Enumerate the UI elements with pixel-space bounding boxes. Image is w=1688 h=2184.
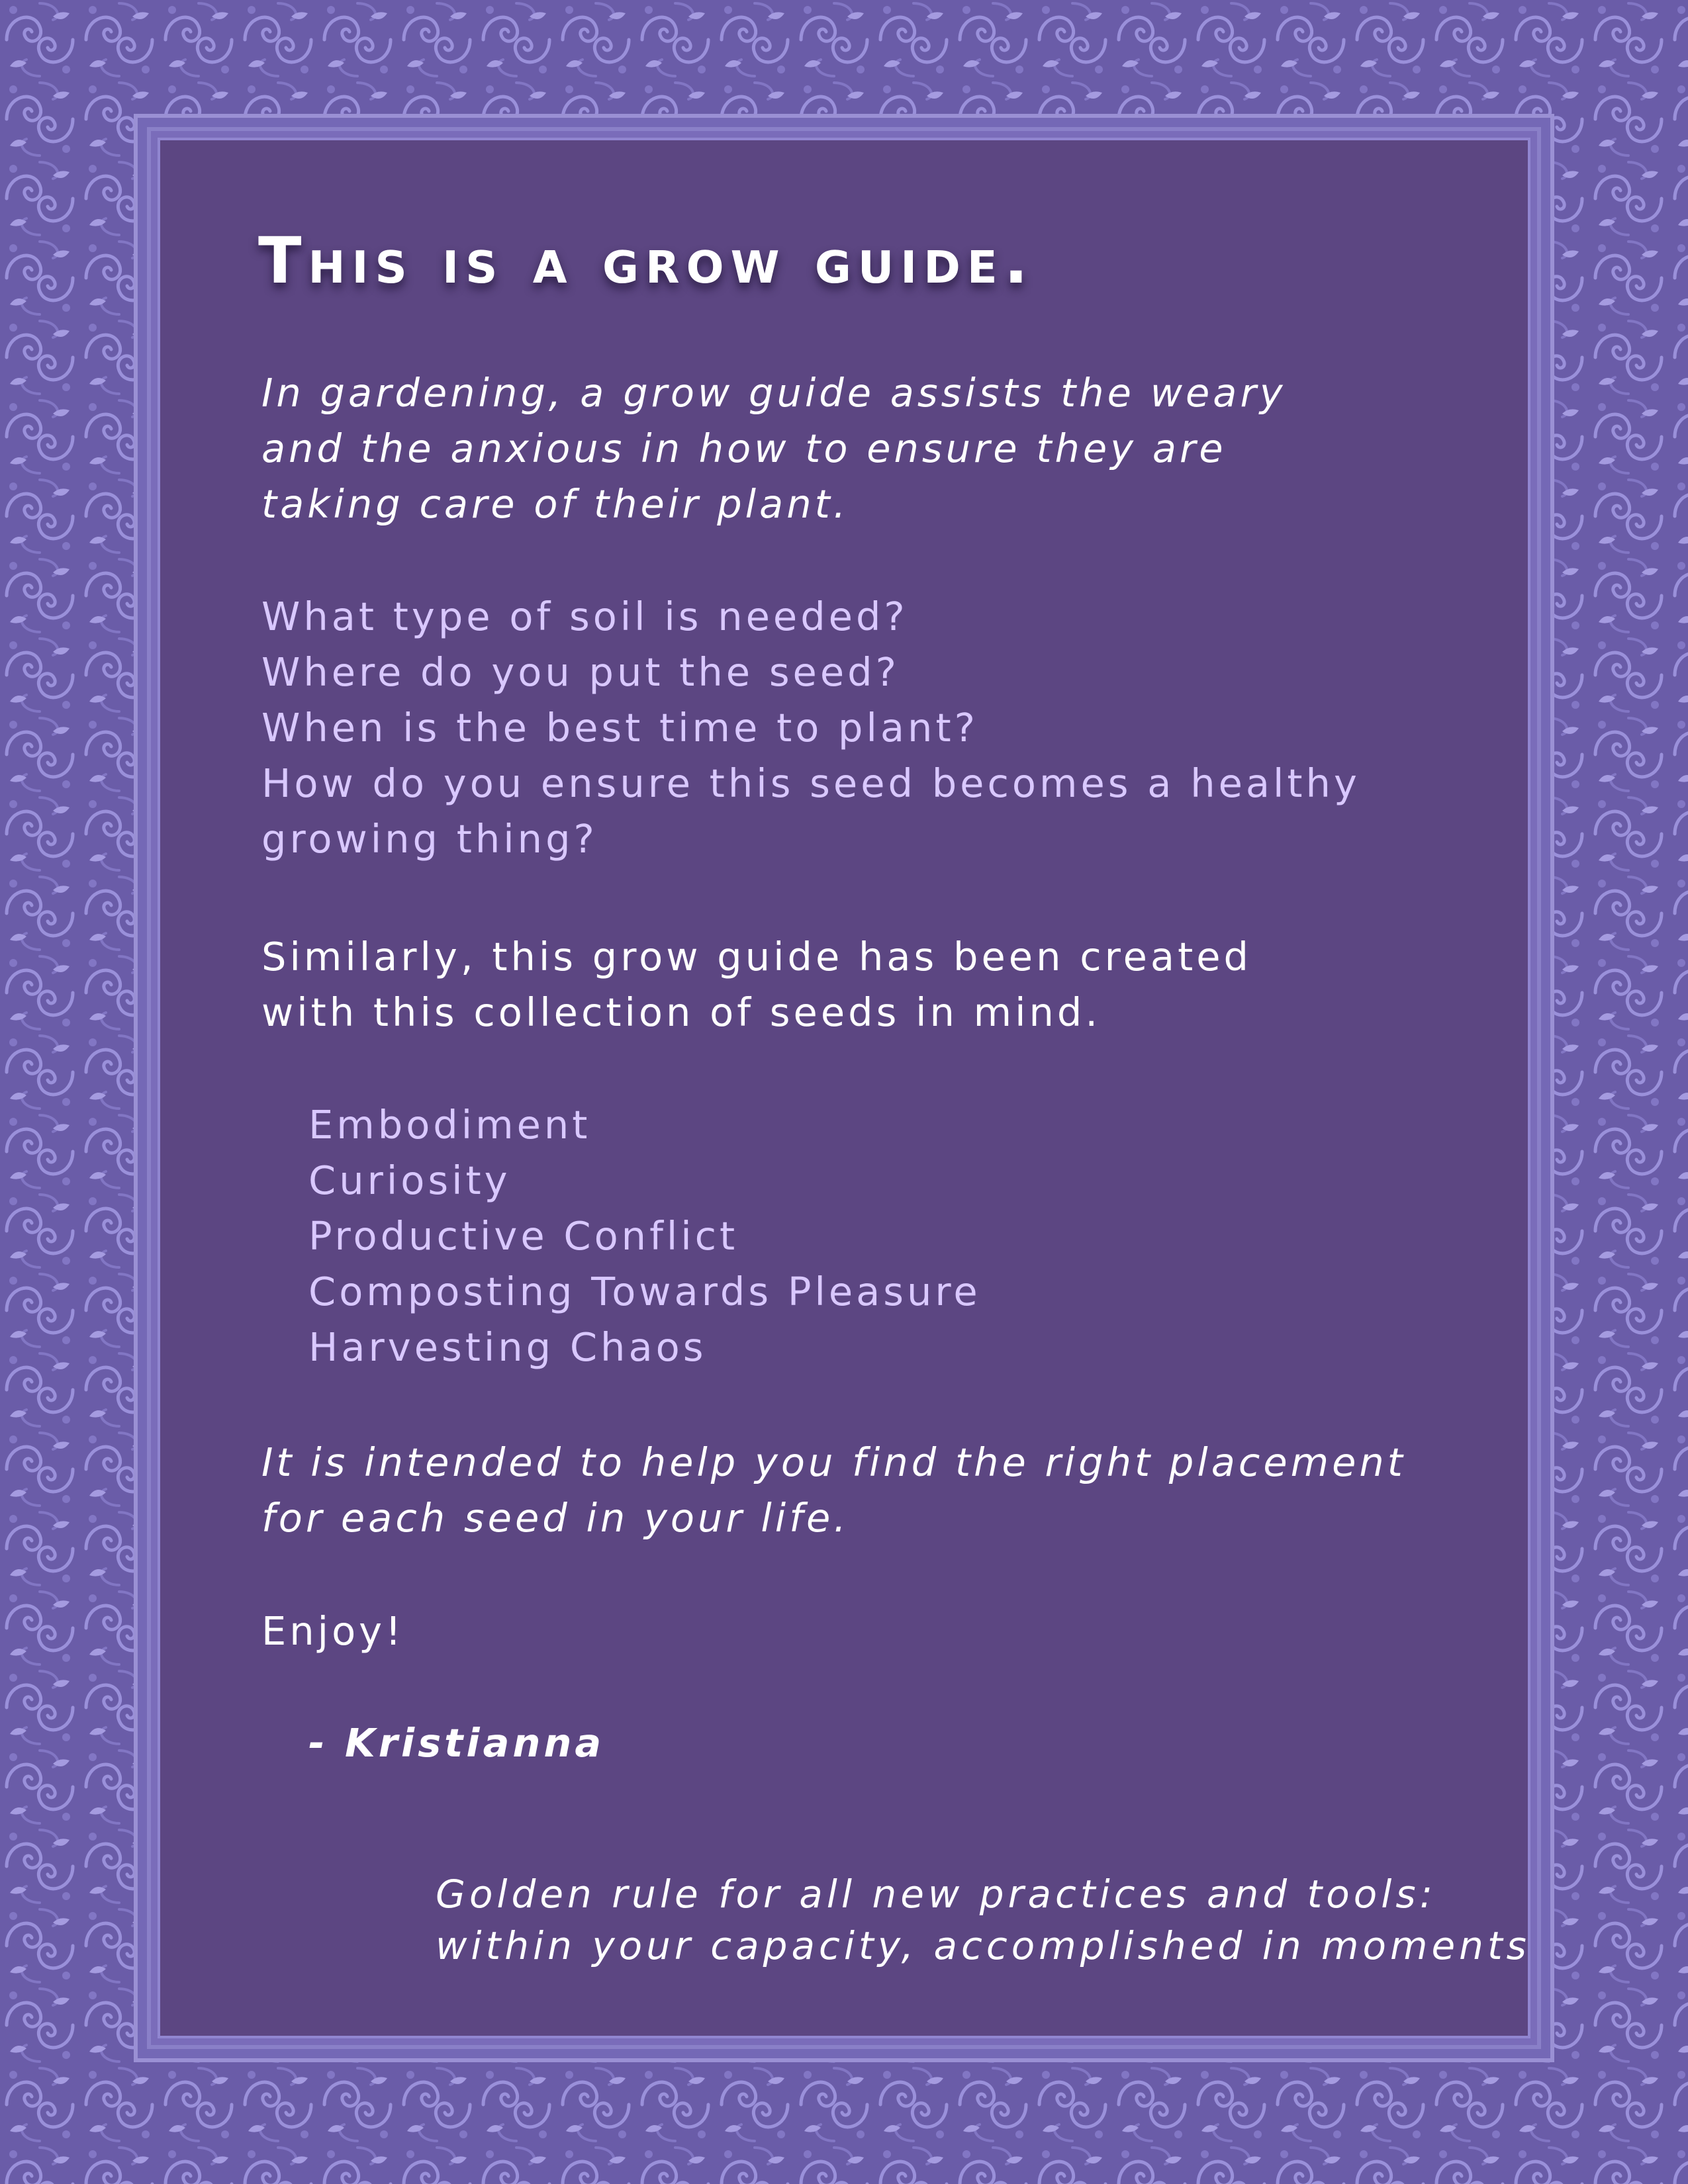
question-line: growing thing? (261, 816, 598, 862)
question-line: What type of soil is needed? (261, 594, 908, 639)
golden-rule (436, 1868, 1530, 1972)
intended-line: for each seed in your life. (261, 1495, 850, 1541)
similarly-line: Similarly, this grow guide has been created (261, 934, 1252, 979)
page-title: This is a grow guide. (258, 224, 1035, 298)
enjoy-text: Enjoy! (261, 1608, 404, 1654)
intended-paragraph (261, 1435, 1406, 1546)
intro-line: taking care of their plant. (261, 481, 849, 527)
golden-rule-line: Golden rule for all new practices and tools: (436, 1872, 1437, 1917)
intro-paragraph (261, 365, 1286, 532)
similarly-line: with this collection of seeds in mind. (261, 989, 1102, 1035)
seed-item: Harvesting Chaos (308, 1324, 707, 1370)
questions-list (261, 589, 1360, 867)
question-line: Where do you put the seed? (261, 649, 900, 695)
seeds-list (308, 1097, 981, 1375)
question-line: When is the best time to plant? (261, 705, 978, 751)
seed-item: Embodiment (308, 1102, 591, 1148)
signature: - Kristianna (308, 1720, 605, 1766)
similarly-paragraph (261, 929, 1252, 1040)
question-line: How do you ensure this seed becomes a healthy (261, 760, 1360, 806)
intended-line: It is intended to help you find the right placement (261, 1439, 1406, 1485)
seed-item: Curiosity (308, 1158, 511, 1203)
intro-line: and the anxious in how to ensure they are (261, 426, 1227, 471)
seed-item: Composting Towards Pleasure (308, 1269, 981, 1314)
intro-line: In gardening, a grow guide assists the weary (261, 370, 1286, 416)
golden-rule-line: within your capacity, accomplished in moments (436, 1923, 1530, 1968)
seed-item: Productive Conflict (308, 1213, 739, 1259)
